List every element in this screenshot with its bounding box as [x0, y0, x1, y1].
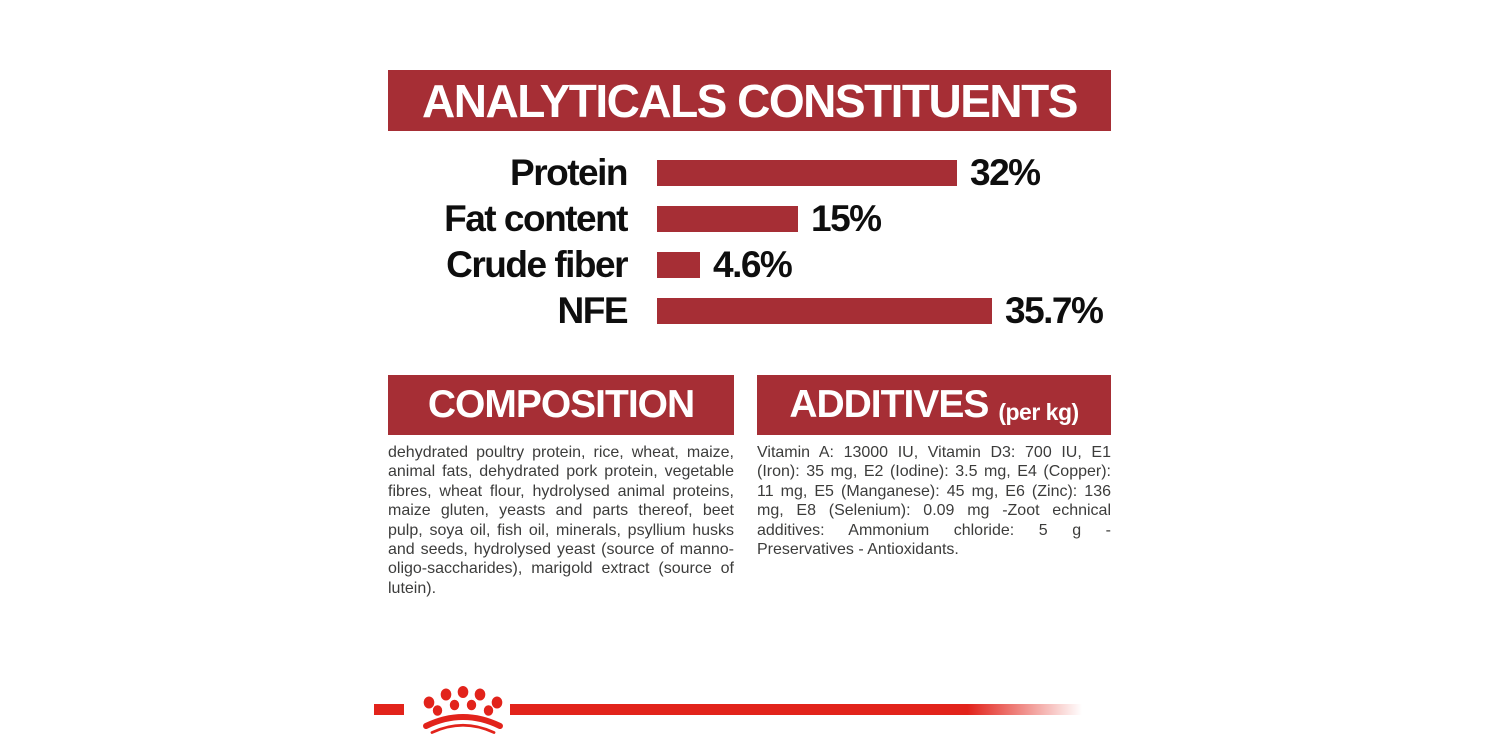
additives-title-suffix: (per kg): [998, 398, 1079, 425]
additives-section: [757, 375, 1111, 559]
chart-bar: [657, 206, 798, 232]
analyticals-title: ANALYTICALS CONSTITUENTS: [422, 74, 1077, 127]
chart-category-label: Crude fiber: [446, 244, 627, 285]
analyticals-banner: [388, 70, 1111, 131]
additives-title: ADDITIVES: [789, 383, 989, 426]
chart-row: [388, 244, 1148, 285]
footer-accent-left: [374, 704, 404, 715]
chart-bar: [657, 298, 992, 324]
composition-body: dehydrated poultry protein, rice, wheat, maize, animal fats, dehydrated pork protein, vegetable fibres, wheat flour, hydrolysed animal proteins, maize gluten, yeasts and parts thereof, beet pulp, soya oil, fish oil, minerals, psyllium husks and seeds, hydrolysed yeast (source of manno-oligo-saccharides), marigold extract (source of lutein).: [388, 444, 734, 597]
chart-row: [388, 198, 1148, 239]
analytical-constituents-chart: [388, 152, 1148, 344]
chart-value-label: 32%: [970, 152, 1040, 193]
composition-banner: [388, 375, 734, 435]
chart-value-label: 15%: [811, 198, 881, 239]
chart-category-label: NFE: [557, 290, 627, 331]
chart-category-label: Protein: [510, 152, 627, 193]
royal-canin-crown-icon: [421, 686, 505, 734]
chart-row: [388, 152, 1148, 193]
composition-section: [388, 375, 734, 598]
composition-title: COMPOSITION: [427, 383, 695, 426]
chart-bar: [657, 252, 700, 278]
additives-body: Vitamin A: 13000 IU, Vitamin D3: 700 IU, E1 (Iron): 35 mg, E2 (Iodine): 3.5 mg, E4 (Copper): 11 mg, E5 (Manganese): 45 mg, E6 (Zinc): 136 mg, E8 (Selenium): 0.09 mg -Zoot echnical additives: Ammonium chloride: 5 g - Preservatives - Antioxidants.: [757, 444, 1111, 559]
chart-bar: [657, 160, 957, 186]
footer-accent-line: [510, 704, 1082, 715]
chart-value-label: 35.7%: [1005, 290, 1103, 331]
chart-row: [388, 290, 1148, 331]
additives-banner: [757, 375, 1111, 435]
chart-category-label: Fat content: [444, 198, 627, 239]
chart-value-label: 4.6%: [713, 244, 792, 285]
